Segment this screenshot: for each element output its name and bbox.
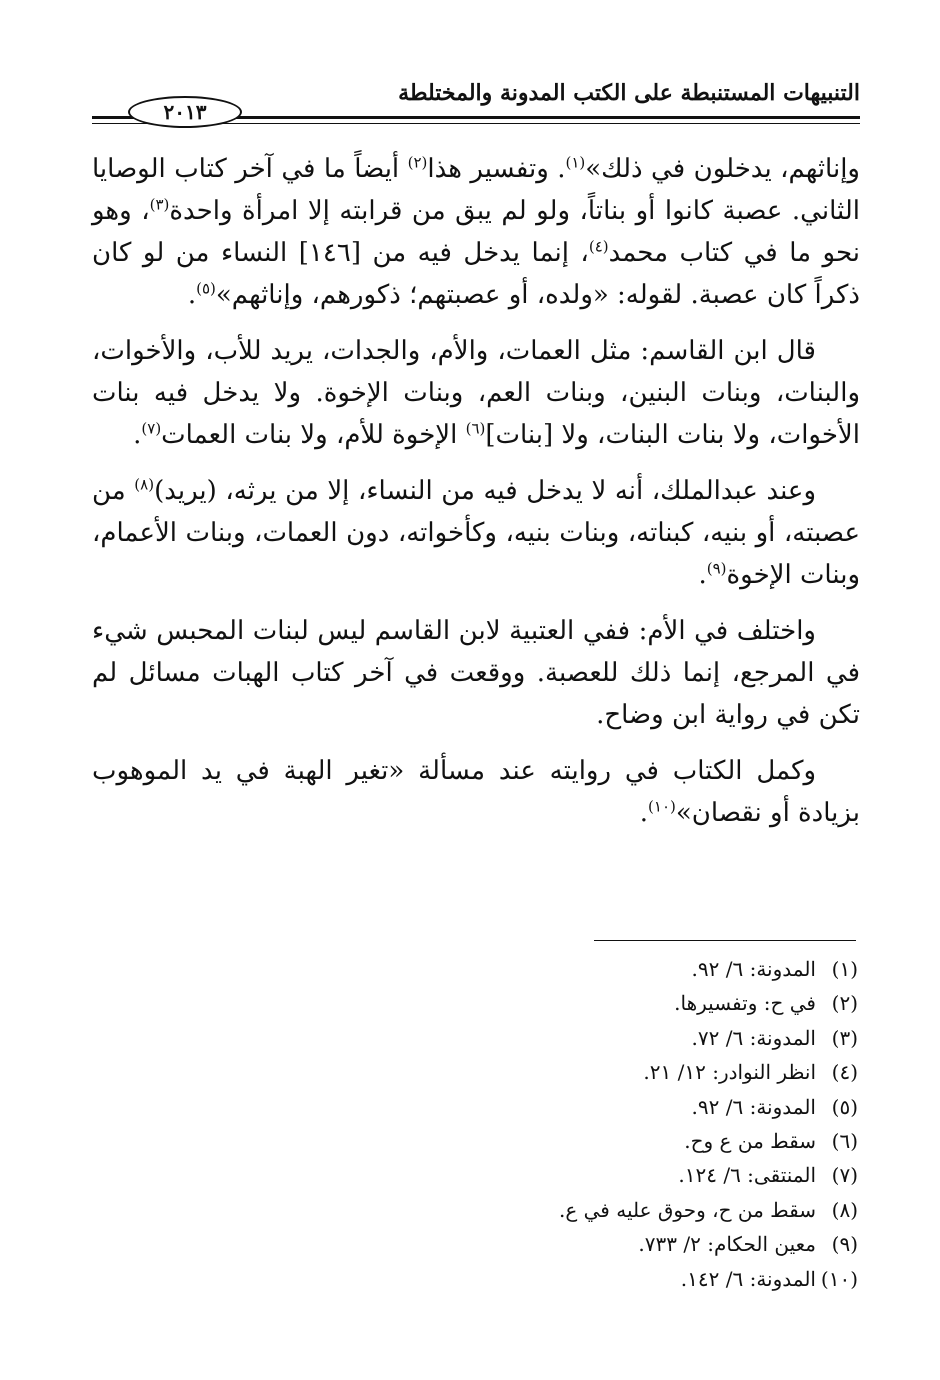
footnote-separator xyxy=(594,940,856,941)
footnote-text: معين الحكام: ٢/ ٧٣٣. xyxy=(638,1232,816,1257)
footnote-number: (٩) xyxy=(831,1232,858,1257)
footnote-item xyxy=(258,952,858,986)
paragraph xyxy=(92,330,860,456)
text-segment: . xyxy=(639,798,649,828)
footnote-ref: (٨) xyxy=(134,475,155,494)
footnote-item xyxy=(258,1055,858,1089)
footnote-ref: (٤) xyxy=(588,237,609,256)
footnote-text: سقط من ح، وحوق عليه في ع. xyxy=(558,1197,816,1222)
header-title: التنبيهات المستنبطة على الكتب المدونة والمختلطة xyxy=(398,80,860,106)
footnote-item xyxy=(258,1193,858,1227)
page-number: ٢٠١٣ xyxy=(128,96,242,128)
footnote-item xyxy=(258,986,858,1020)
footnote-number: (٨) xyxy=(831,1197,858,1222)
footnote-number: (٢) xyxy=(831,991,858,1016)
footnote-ref: (٢) xyxy=(407,153,428,172)
footnote-text: المنتقى: ٦/ ١٢٤. xyxy=(678,1163,816,1188)
footnote-ref: (٥) xyxy=(196,279,216,298)
footnote-number: (٧) xyxy=(831,1163,858,1188)
text-segment: الإخوة للأم، ولا بنات العمات xyxy=(161,420,466,450)
footnote-text: سقط من ع وح. xyxy=(684,1129,816,1154)
footnote-ref: (٩) xyxy=(706,559,727,578)
paragraph xyxy=(92,610,860,736)
footnote-text: في ح: وتفسيرها. xyxy=(674,991,816,1016)
footnote-text: المدونة: ٦/ ٧٢. xyxy=(691,1025,816,1050)
text-segment: . وتفسير هذا xyxy=(427,154,566,184)
footnote-number: (٣) xyxy=(831,1025,858,1050)
text-segment: . xyxy=(187,280,197,310)
text-segment: وإناثهم، يدخلون في ذلك» xyxy=(585,154,860,184)
footnote-item xyxy=(258,1124,858,1158)
footnote-ref: (٣) xyxy=(149,195,170,214)
text-segment: وعند عبدالملك، أنه لا يدخل فيه من النساء، إلا من يرثه، (يريد) xyxy=(154,476,817,506)
text-segment: أيضاً ما في آخر كتاب الوصايا الثاني. عصبة كانوا أو بناتاً، ولو لم يبق من قرابته إلا امرأة واحدة xyxy=(92,154,860,226)
text-segment: . xyxy=(698,560,707,590)
footnote-item xyxy=(258,1021,858,1055)
running-header xyxy=(92,72,860,132)
footnote-ref: (١٠) xyxy=(648,797,676,816)
text-segment: ، وهو نحو ما في كتاب محمد xyxy=(92,196,860,268)
footnote-number: (٥) xyxy=(831,1094,858,1119)
paragraph xyxy=(92,148,860,316)
footnote-item xyxy=(258,1227,858,1261)
footnote-number: (١٠) xyxy=(820,1266,858,1291)
footnote-item xyxy=(258,1090,858,1124)
text-segment: ، إنما يدخل فيه من [١٤٦] النساء من لو كان ذكراً كان عصبة. لقوله: «ولده، أو عصبتهم؛ ذكورهم، وإناثهم» xyxy=(92,238,860,310)
footnote-ref: (٧) xyxy=(141,419,162,438)
text-segment: وكمل الكتاب في روايته عند مسألة «تغير الهبة في يد الموهوب بزيادة أو نقصان» xyxy=(92,756,860,828)
text-segment: قال ابن القاسم: مثل العمات، والأم، والجدات، يريد للأب، والأخوات، والبنات، وبنات البنين، وبنات العم، وبنات الإخوة. ولا يدخل فيه بنات الأخوات، ولا بنات البنات، ولا [بنات] xyxy=(92,336,860,450)
main-text xyxy=(92,148,860,848)
footnotes-list xyxy=(258,952,858,1296)
paragraph xyxy=(92,750,860,834)
footnote-text: المدونة: ٦/ ٩٢. xyxy=(691,957,816,981)
footnote-number: (٦) xyxy=(831,1129,858,1154)
footnote-item xyxy=(258,1262,858,1296)
footnote-ref: (١) xyxy=(565,153,586,172)
text-segment: . xyxy=(133,420,142,450)
footnote-number: (٤) xyxy=(831,1060,858,1085)
text-segment: من عصبته، أو بنيه، كبناته، وبنات بنيه، وكأخواته، دون العمات، وبنات الأعمام، وبنات الإخوة xyxy=(92,476,860,590)
text-segment: واختلف في الأم: ففي العتبية لابن القاسم ليس لبنات المحبس شيء في المرجع، إنما ذلك للعصبة. ووقعت في آخر كتاب الهبات مسائل لم تكن في رواية ابن وضاح. xyxy=(92,616,860,730)
footnote-text: المدونة: ٦/ ١٤٢. xyxy=(680,1266,816,1291)
footnote-item xyxy=(258,1158,858,1192)
footnote-ref: (٦) xyxy=(465,419,486,438)
footnote-text: المدونة: ٦/ ٩٢. xyxy=(691,1094,816,1119)
paragraph xyxy=(92,470,860,596)
footnote-text: انظر النوادر: ١٢/ ٢١. xyxy=(643,1060,816,1085)
footnote-number: (١) xyxy=(831,957,858,981)
